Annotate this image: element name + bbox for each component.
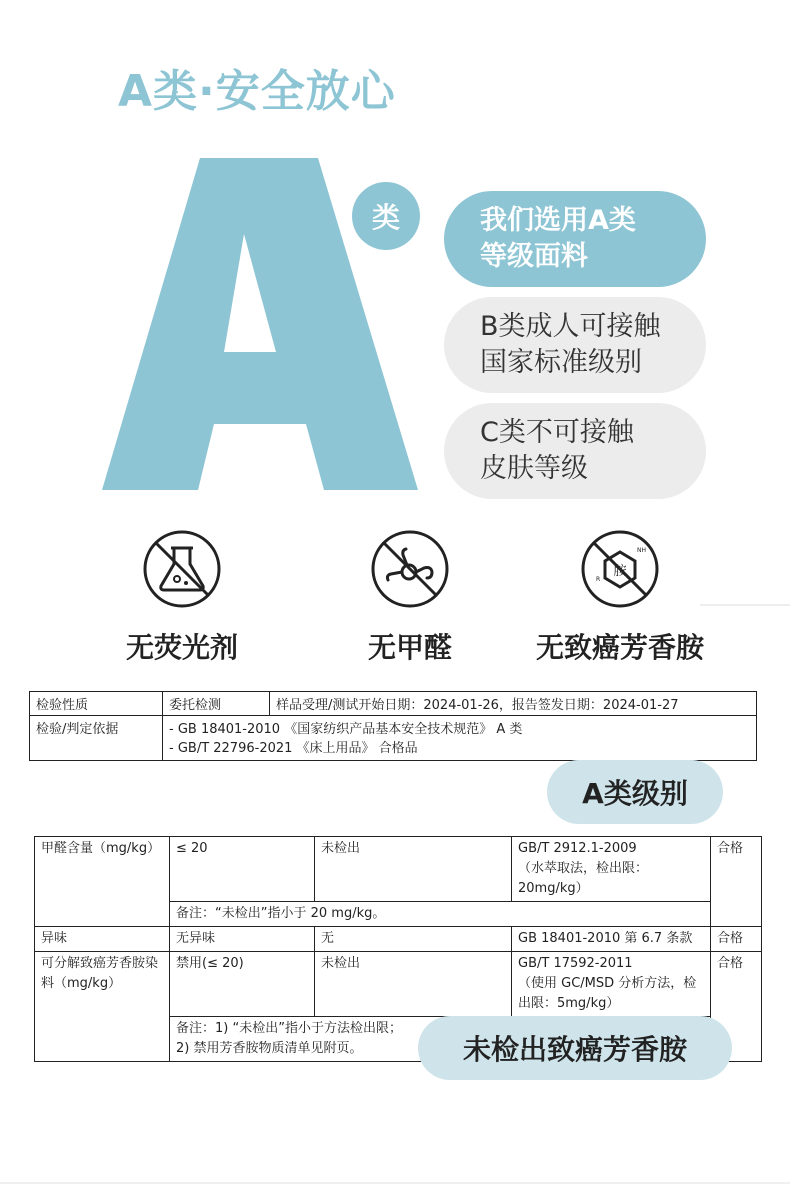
table-row — [35, 837, 762, 902]
odor-result: 无 — [315, 927, 512, 952]
method-line: （水萃取法，检出限：20mg/kg） — [518, 861, 649, 896]
amine-item-line: 料（mg/kg） — [41, 976, 122, 991]
odor-item: 异味 — [35, 927, 170, 952]
grade-c-line2: 皮肤等级 — [480, 453, 588, 484]
inspection-table — [29, 691, 757, 761]
formaldehyde-result: 未检出 — [315, 837, 512, 902]
feature-no-formaldehyde — [340, 528, 480, 666]
inspection-basis-value — [163, 716, 757, 761]
inspection-dates: 样品受理/测试开始日期：2024-01-26，报告签发日期：2024-01-27 — [270, 692, 757, 716]
amine-verdict: 合格 — [711, 952, 762, 1062]
no-molecule-icon — [369, 528, 451, 610]
feature-no-fluorescent-label: 无荧光剂 — [125, 631, 238, 664]
grade-b-line2: 国家标准级别 — [480, 347, 642, 378]
no-amine-icon — [579, 528, 661, 610]
amine-result: 未检出 — [315, 952, 512, 1017]
no-flask-icon — [141, 528, 223, 610]
table-row — [30, 716, 757, 761]
table-row — [35, 952, 762, 1017]
grade-b-line1: B类成人可接触 — [480, 311, 661, 342]
basis-line: - GB/T 22796-2021 《床上用品》 合格品 — [169, 741, 418, 756]
grade-a-pill — [444, 191, 706, 287]
formaldehyde-requirement: ≤ 20 — [170, 837, 315, 902]
no-amine-badge: 未检出致癌芳香胺 — [418, 1016, 732, 1080]
odor-verdict: 合格 — [711, 927, 762, 952]
feature-no-formaldehyde-label: 无甲醛 — [367, 631, 452, 664]
inspection-basis-label: 检验/判定依据 — [30, 716, 163, 761]
amine-item-line: 可分解致癌芳香胺染 — [41, 956, 159, 971]
odor-requirement: 无异味 — [170, 927, 315, 952]
feature-no-fluorescent — [112, 528, 252, 666]
note-line: 备注：1) “未检出”指小于方法检出限； — [176, 1021, 402, 1036]
category-badge: 类 — [352, 182, 420, 250]
method-line: GB/T 17592-2011 — [518, 956, 633, 971]
amine-icon-text: 胺 — [613, 564, 627, 579]
amine-icon-r: R — [596, 576, 601, 583]
inspection-type-value: 委托检测 — [163, 692, 270, 716]
note-line: 2) 禁用芳香胺物质清单见附页。 — [176, 1041, 363, 1056]
grade-c-line1: C类不可接触 — [480, 417, 634, 448]
amine-requirement: 禁用(≤ 20) — [170, 952, 315, 1017]
formaldehyde-note: 备注：“未检出”指小于 20 mg/kg。 — [170, 902, 711, 927]
table-row — [35, 927, 762, 952]
feature-no-amine-label: 无致癌芳香胺 — [535, 631, 704, 664]
table-row — [30, 692, 757, 716]
formaldehyde-verdict: 合格 — [711, 837, 762, 927]
a-grade-badge: A类级别 — [547, 760, 723, 824]
method-line: （使用 GC/MSD 分析方法，检 — [518, 976, 697, 991]
grade-a-line2: 等级面料 — [480, 241, 588, 272]
grade-b-pill — [444, 297, 706, 393]
odor-method: GB 18401-2010 第 6.7 条款 — [512, 927, 711, 952]
method-line: GB/T 2912.1-2009 — [518, 841, 637, 856]
grade-a-line1: 我们选用A类 — [480, 205, 636, 236]
inspection-type-label: 检验性质 — [30, 692, 163, 716]
divider — [700, 604, 790, 606]
page-heading: A类·安全放心 — [118, 66, 396, 117]
grade-c-pill — [444, 403, 706, 499]
amine-icon-nh: NH — [637, 547, 646, 554]
formaldehyde-item: 甲醛含量（mg/kg） — [35, 837, 170, 927]
amine-item — [35, 952, 170, 1062]
amine-method — [512, 952, 711, 1017]
method-line: 出限：5mg/kg） — [518, 996, 620, 1011]
feature-no-amine — [520, 528, 720, 666]
basis-line: - GB 18401-2010 《国家纺织产品基本安全技术规范》 A 类 — [169, 722, 523, 737]
formaldehyde-method — [512, 837, 711, 902]
